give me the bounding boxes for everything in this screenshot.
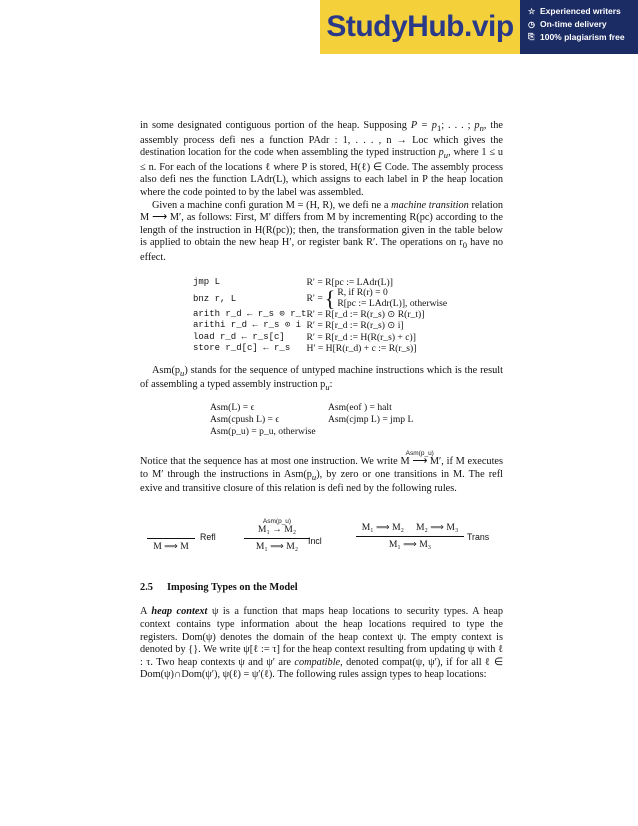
- document-icon: ⎘: [528, 32, 535, 41]
- table-row: load r_d ← r_s[c] R′ = R[r_d := H(R(r_s) + c)]: [193, 331, 416, 343]
- feature-list: [520, 0, 638, 54]
- table-row: Asm(cpush L) = ϵ Asm(cjmp L) = jmp L: [210, 413, 414, 425]
- table-row: jmp L R′ = R[pc := LAdr(L)]: [193, 276, 393, 288]
- table-row: arithi r_d ← r_s ⊙ i R′ = R[r_d := R(r_s) ⊙ i]: [193, 320, 404, 332]
- clock-icon: ◷: [528, 19, 535, 29]
- feature-item: ◷ On-time delivery: [528, 19, 607, 29]
- rule-trans: M₁ ⟹ M₂ M₂ ⟹ M₃ M₁ ⟹ M₃ Trans: [356, 522, 464, 552]
- rule-incl: Asm(p_u) M₁ → M₂ M₁ ⟹ M₂ Incl: [244, 524, 310, 554]
- transition-table: [193, 277, 447, 355]
- paragraph-notice: Notice that the sequence has at most one instruction. We write M Asm(p_u) ⟶ M′, if M executes to M′ through the instructions in $Asm(p_u)$, by zero or one transitions in M. The refl exive and transitive closure of this relation is defi ned by the following rules.: [140, 449, 504, 495]
- paragraph-heap-context: A heap context ψ is a function that maps heap locations to security types. A heap context contains type information about the heap locations required to type the registers. Dom(ψ) denotes the domain of the heap context ψ. The empty context is denoted by {}. We write ψ[ℓ := τ] for the heap context resulting from updating ψ with ℓ : τ. Two heap contexts ψ and ψ′ are compatible, denoted compat(ψ, ψ′), if for all ℓ ∈ Dom(ψ)∩Dom(ψ′), ψ(ℓ) = ψ′(ℓ). The following rules assign types to heap locations:: [140, 606, 503, 681]
- ad-banner[interactable]: [320, 0, 638, 54]
- paragraph-assembly: in some designated contiguous portion of the heap. Supposing $P = p_1$; . . . ; $p_n$, the assembly process defi nes a function PAdr : 1, . . . , n → Loc which gives the destination location for the code when assembling the typed instruction $p_u$, where 1 ≤ u ≤ n. For each of the locations ℓ where P is stored, H(ℓ) ∈ Code. The assembly process also defi nes the function LAdr(L), which assigns to each label in P the heap location where the code pointed to by the label was assembled.: [140, 120, 503, 199]
- paragraph-asm: $Asm(p_u)$ stands for the sequence of untyped machine instructions which is the result of assembling a typed assembly instruction $p_u$:: [140, 364, 503, 393]
- paragraph-machine-transition: Given a machine confi guration M = (H, R), we defi ne a machine transition relation M ⟶ M′, as follows: First, M′ differs from M by incrementing R(pc) according to the length of the instruction in H(R(pc)); then, the transformation given in the table below is applied to obtain the new heap H′, or register bank R′. The operations on $r_0$ have no effect.: [140, 199, 504, 264]
- inference-rules: [140, 510, 503, 562]
- star-icon: ☆: [528, 6, 536, 16]
- section-heading: 2.5 Imposing Types on the Model: [140, 581, 298, 593]
- table-row: store r_d[c] ← r_s H′ = H[R(r_d) + c := R(r_s)]: [193, 343, 417, 355]
- document-page: [140, 120, 503, 682]
- table-row: arith r_d ← r_s ⊙ r_t R′ = R[r_d := R(r_s) ⊙ R(r_t)]: [193, 309, 425, 321]
- asm-table: [210, 402, 413, 438]
- studyhub-logo[interactable]: StudyHub.vip: [320, 0, 520, 54]
- table-row: bnz r, L R′ = { R, if R(r) = 0 R[pc := LAdr(L)], otherwise: [193, 285, 448, 311]
- table-row: Asm(p_u) = p_u, otherwise: [210, 425, 316, 437]
- rule-refl: M ⟹ M Refl: [147, 524, 195, 554]
- table-row: Asm(L) = ϵ Asm(eof ) = halt: [210, 401, 392, 413]
- feature-item: ☆ Experienced writers: [528, 6, 621, 16]
- feature-item: ⎘ 100% plagiarism free: [528, 32, 625, 42]
